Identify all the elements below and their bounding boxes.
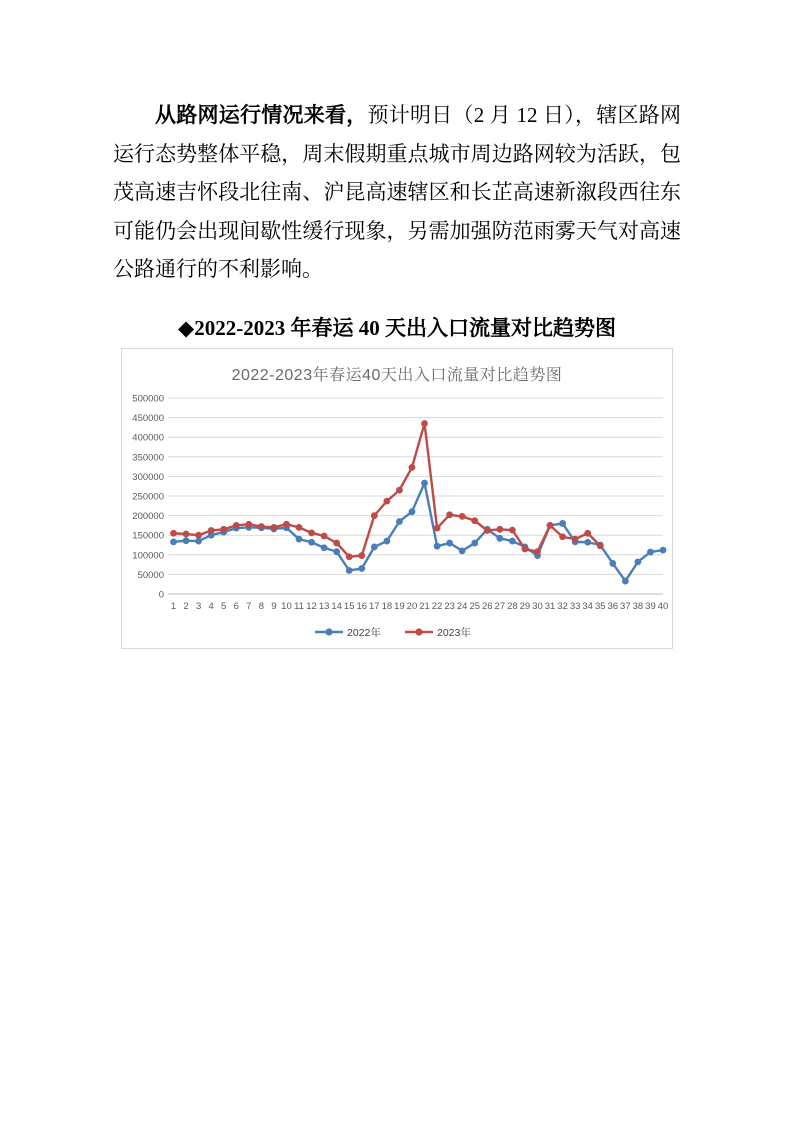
data-point-2023年 [597, 542, 604, 549]
x-axis-label: 15 [343, 601, 355, 612]
data-point-2023年 [484, 527, 491, 534]
x-axis-label: 6 [233, 601, 239, 612]
y-axis-label: 150000 [132, 530, 164, 542]
x-axis-label: 11 [294, 601, 304, 612]
data-point-2022年 [396, 518, 403, 525]
flow-trend-chart [121, 348, 673, 649]
data-point-2022年 [358, 565, 365, 572]
data-point-2023年 [195, 532, 202, 539]
x-axis-label: 1 [170, 601, 177, 612]
data-point-2023年 [271, 524, 278, 531]
data-point-2022年 [434, 543, 441, 550]
x-axis-label: 17 [369, 601, 380, 612]
x-axis-label: 24 [456, 601, 468, 612]
data-point-2023年 [409, 464, 416, 471]
data-point-2023年 [245, 521, 252, 528]
y-axis-label: 450000 [132, 413, 164, 425]
data-point-2023年 [509, 527, 516, 534]
series-line-2023年 [174, 423, 601, 556]
data-point-2023年 [220, 526, 227, 533]
data-point-2022年 [559, 520, 566, 527]
data-point-2022年 [660, 547, 667, 554]
x-axis-label: 21 [419, 601, 430, 612]
data-point-2022年 [296, 536, 303, 543]
data-point-2022年 [421, 480, 428, 487]
x-axis-label: 18 [381, 601, 393, 612]
data-point-2023年 [371, 512, 378, 519]
data-point-2022年 [333, 548, 340, 555]
data-point-2022年 [622, 578, 629, 585]
y-axis-label: 350000 [132, 452, 164, 464]
data-point-2023年 [534, 548, 541, 555]
x-axis-label: 40 [657, 601, 669, 612]
data-point-2022年 [471, 540, 478, 547]
x-axis-label: 19 [394, 601, 405, 612]
y-axis-label: 200000 [132, 511, 164, 523]
data-point-2022年 [308, 539, 315, 546]
x-axis-label: 8 [258, 601, 265, 612]
x-axis-label: 27 [494, 601, 506, 612]
x-axis-label: 16 [356, 601, 368, 612]
x-axis-label: 39 [645, 601, 656, 612]
data-point-2022年 [170, 538, 177, 545]
data-point-2023年 [358, 552, 365, 559]
data-point-2022年 [496, 535, 503, 542]
data-point-2023年 [170, 530, 177, 537]
data-point-2022年 [409, 508, 416, 515]
x-axis-label: 30 [532, 601, 543, 612]
data-point-2023年 [421, 420, 428, 427]
x-axis-label: 3 [195, 601, 202, 612]
data-point-2022年 [321, 544, 328, 551]
data-point-2023年 [283, 521, 290, 528]
data-point-2023年 [321, 533, 328, 540]
data-point-2022年 [634, 558, 641, 565]
data-point-2023年 [296, 524, 303, 531]
data-point-2022年 [584, 539, 591, 546]
data-point-2023年 [208, 527, 215, 534]
data-point-2022年 [609, 560, 616, 567]
x-axis-label: 38 [632, 601, 644, 612]
x-axis-label: 22 [431, 601, 443, 612]
data-point-2023年 [346, 553, 353, 560]
data-point-2022年 [446, 540, 453, 547]
section-heading: ◆2022-2023 年春运 40 天出入口流量对比趋势图 [178, 316, 616, 340]
x-axis-label: 26 [481, 601, 493, 612]
data-point-2022年 [195, 538, 202, 545]
body-paragraph [113, 96, 681, 289]
data-point-2023年 [434, 525, 441, 532]
y-axis-label: 250000 [132, 491, 164, 503]
data-point-2022年 [647, 549, 654, 556]
x-axis-label: 33 [569, 601, 581, 612]
x-axis-label: 12 [306, 601, 317, 612]
data-point-2023年 [471, 517, 478, 524]
y-axis-label: 300000 [132, 471, 164, 483]
data-point-2023年 [584, 530, 591, 537]
data-point-2023年 [547, 522, 554, 529]
data-point-2022年 [459, 547, 466, 554]
x-axis-label: 32 [557, 601, 568, 612]
data-point-2022年 [346, 567, 353, 574]
x-axis-label: 25 [469, 601, 481, 612]
data-point-2023年 [383, 498, 390, 505]
x-axis-label: 37 [620, 601, 631, 612]
x-axis-label: 34 [582, 601, 593, 612]
y-axis-label: 0 [158, 589, 164, 601]
x-axis-label: 28 [507, 601, 518, 612]
x-axis-label: 35 [594, 601, 606, 612]
data-point-2023年 [572, 536, 579, 543]
y-axis-label: 100000 [132, 550, 164, 562]
legend-label-2023年: 2023年 [437, 626, 471, 639]
y-axis-label: 400000 [132, 432, 164, 444]
chart-title: 2022-2023年春运40天出入口流量对比趋势图 [231, 367, 563, 384]
data-point-2022年 [371, 544, 378, 551]
paragraph-body-text: 预计明日（2 月 12 日），辖区路网运行态势整体平稳，周末假期重点城市周边路网较为活跃，包茂高速吉怀段北往南、沪昆高速辖区和长芷高速新溆段西往东可能仍会出现间歇性缓行现象，另需加强防范雨雾天气对高速公路通行的不利影响。 [113, 103, 681, 281]
x-axis-label: 20 [406, 601, 418, 612]
x-axis-label: 13 [318, 601, 330, 612]
y-axis-label: 50000 [137, 569, 164, 581]
y-axis-label: 500000 [132, 393, 164, 405]
chart-canvas [122, 349, 672, 648]
x-axis-label: 29 [519, 601, 531, 612]
data-point-2023年 [446, 511, 453, 518]
legend-label-2022年: 2022年 [347, 626, 381, 639]
data-point-2023年 [496, 526, 503, 533]
x-axis-label: 7 [246, 601, 252, 612]
x-axis-label: 14 [331, 601, 342, 612]
data-point-2023年 [183, 531, 190, 538]
x-axis-label: 9 [271, 601, 277, 612]
data-point-2023年 [333, 540, 340, 547]
data-point-2023年 [258, 523, 265, 530]
data-point-2023年 [308, 529, 315, 536]
data-point-2023年 [522, 546, 529, 553]
x-axis-label: 10 [281, 601, 292, 612]
x-axis-label: 31 [544, 601, 556, 612]
x-axis-label: 5 [221, 601, 227, 612]
data-point-2022年 [383, 538, 390, 545]
data-point-2023年 [559, 533, 566, 540]
paragraph-lead-bold: 从路网运行情况来看， [155, 103, 368, 127]
data-point-2022年 [509, 538, 516, 545]
legend-marker-2022年 [325, 628, 332, 635]
x-axis-label: 2 [183, 601, 189, 612]
data-point-2023年 [396, 487, 403, 494]
legend-marker-2023年 [415, 628, 422, 635]
data-point-2023年 [459, 513, 466, 520]
data-point-2023年 [233, 522, 240, 529]
x-axis-label: 36 [607, 601, 619, 612]
data-point-2022年 [183, 537, 190, 544]
x-axis-label: 23 [444, 601, 455, 612]
x-axis-label: 4 [208, 601, 214, 612]
